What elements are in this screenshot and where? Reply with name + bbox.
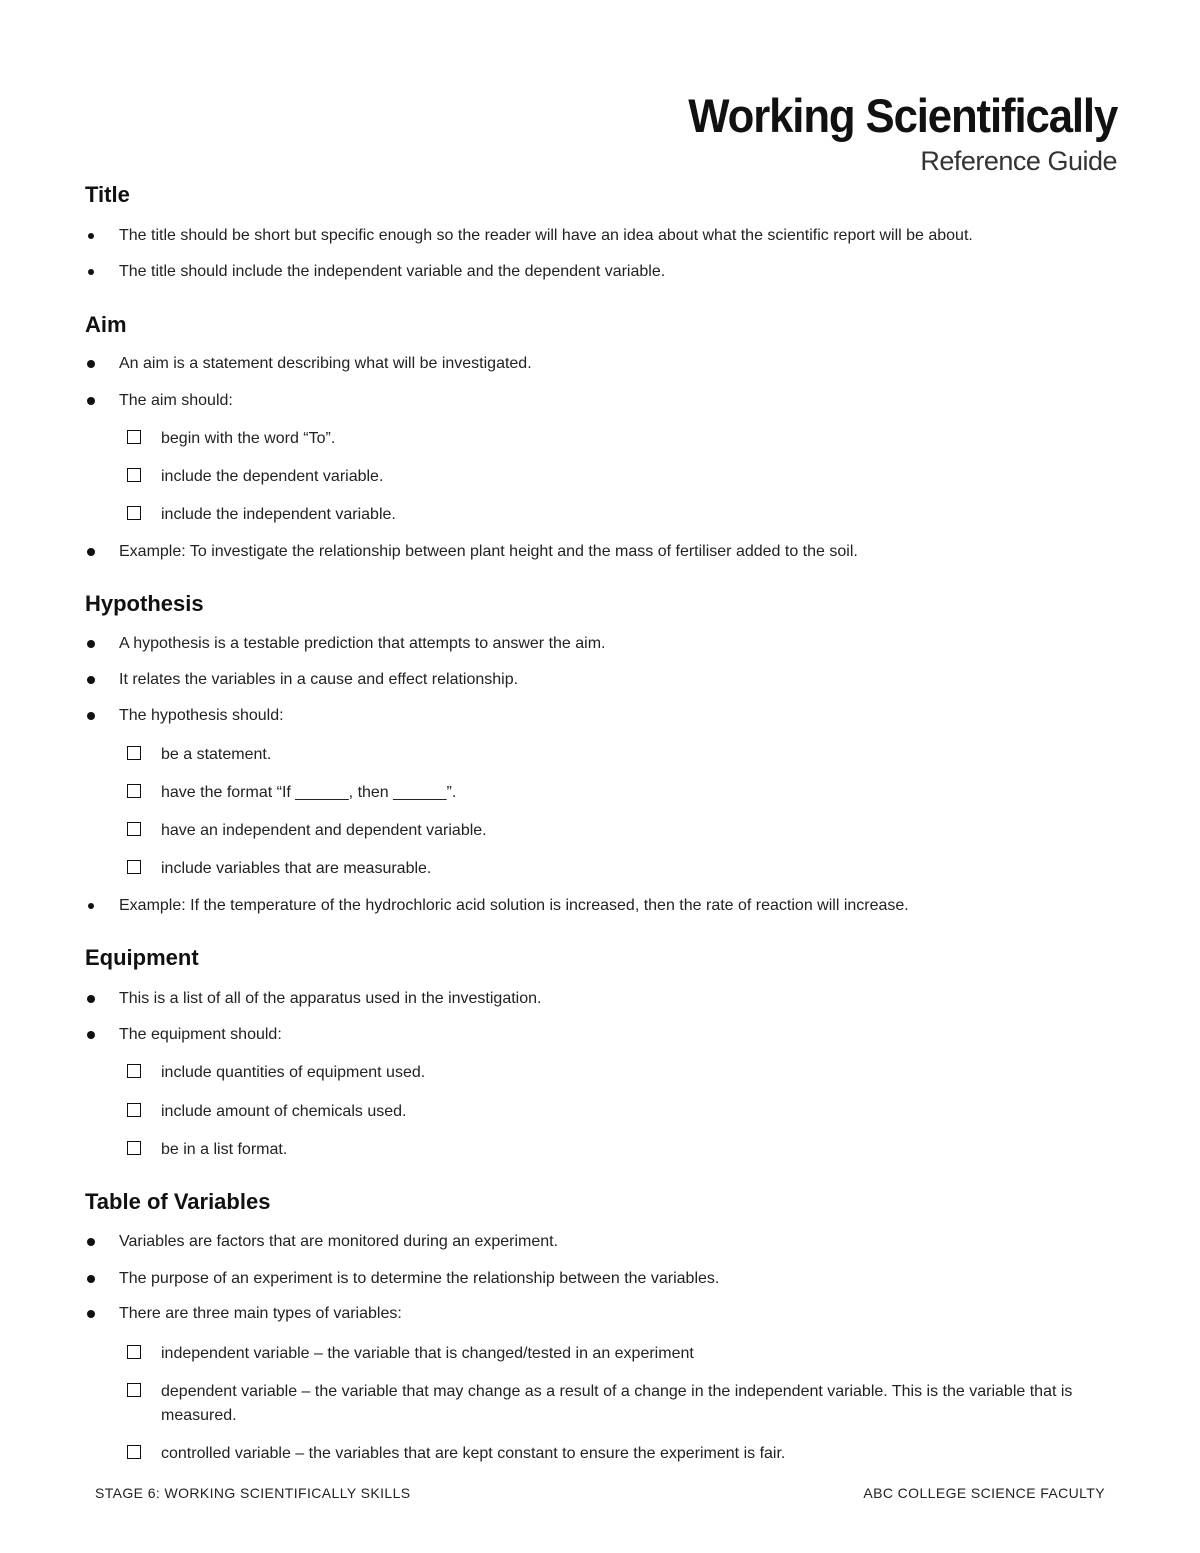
page-subtitle: Reference Guide [920,146,1117,176]
bullet-icon [87,1275,95,1283]
checkbox-icon [127,860,141,874]
bullet-icon [87,712,95,720]
bullet-icon [88,903,94,909]
section-heading-variables: Table of Variables [85,1189,271,1214]
document-page: Working Scientifically Reference Guide Title The title should be short but specific enough so the reader will have an idea about what the scientific report will be about. The title should include the independent variable and the dependent variable. Aim An aim is a statement describing what will be investigated. The aim should: begin with the word “To”. include the dependent variable. include the independent variable. Example: To investigate the relationship between plant height and the mass of fertiliser added to the soil. Hypothesis A hypothesis is a testable prediction that attempts to answer the aim. It relates the variables in a cause and effect relationship. The hypothesis should: be a statement. have the format “If ______, then ______”. have an independent and dependent variable. include variables that are measurable. Example: If the temperature of the hydrochloric acid solution is increased, then the rate of reaction will increase. Equipment This is a list of all of the apparatus used in the investigation. The equipment should: include quantities of equipment used. include amount of chemicals used. be in a list format. Table of Variables Variables are factors that are monitored during an experiment. The purpose of an experiment is to determine the relationship between the variables. There are three main types of variables: independent variable – the variable that is changed/tested in an experiment dependent variable – the variable that may change as a result of a change in the independent variable. This is the variable that is measured. controlled variable – the variables that are kept constant to ensure the experiment is fair. STAGE 6: WORKING SCIENTIFICALLY SKILLS ABC COLLEGE SCIENCE FACULTY [85,89,1117,1501]
section-heading-equipment: Equipment [85,945,199,970]
footer-faculty-label: ABC COLLEGE SCIENCE FACULTY [863,1485,1105,1501]
bullet-icon [87,1031,95,1039]
section-heading-hypothesis: Hypothesis [85,591,204,616]
bullet-icon [88,269,94,275]
footer-course-label: STAGE 6: WORKING SCIENTIFICALLY SKILLS [95,1485,411,1501]
checkbox-icon [127,784,141,798]
bullet-icon [87,1238,95,1246]
checkbox-icon [127,1141,141,1155]
checkbox-icon [127,1383,141,1397]
bullet-icon [87,548,95,556]
bullet-icon [87,1310,95,1318]
bullet-icon [87,360,95,368]
bullet-icon [87,640,95,648]
bullet-icon [88,233,94,239]
checkbox-icon [127,1445,141,1459]
checkbox-icon [127,1103,141,1117]
checkbox-icon [127,746,141,760]
checkbox-icon [127,822,141,836]
checkbox-icon [127,1345,141,1359]
bullet-icon [87,995,95,1003]
section-heading-title: Title [85,182,130,207]
page-title: Working Scientifically [688,89,1117,142]
checkbox-icon [127,506,141,520]
bullet-icon [87,397,95,405]
bullet-icon [87,676,95,684]
checkbox-icon [127,430,141,444]
section-heading-aim: Aim [85,312,127,337]
checkbox-icon [127,468,141,482]
checkbox-icon [127,1064,141,1078]
